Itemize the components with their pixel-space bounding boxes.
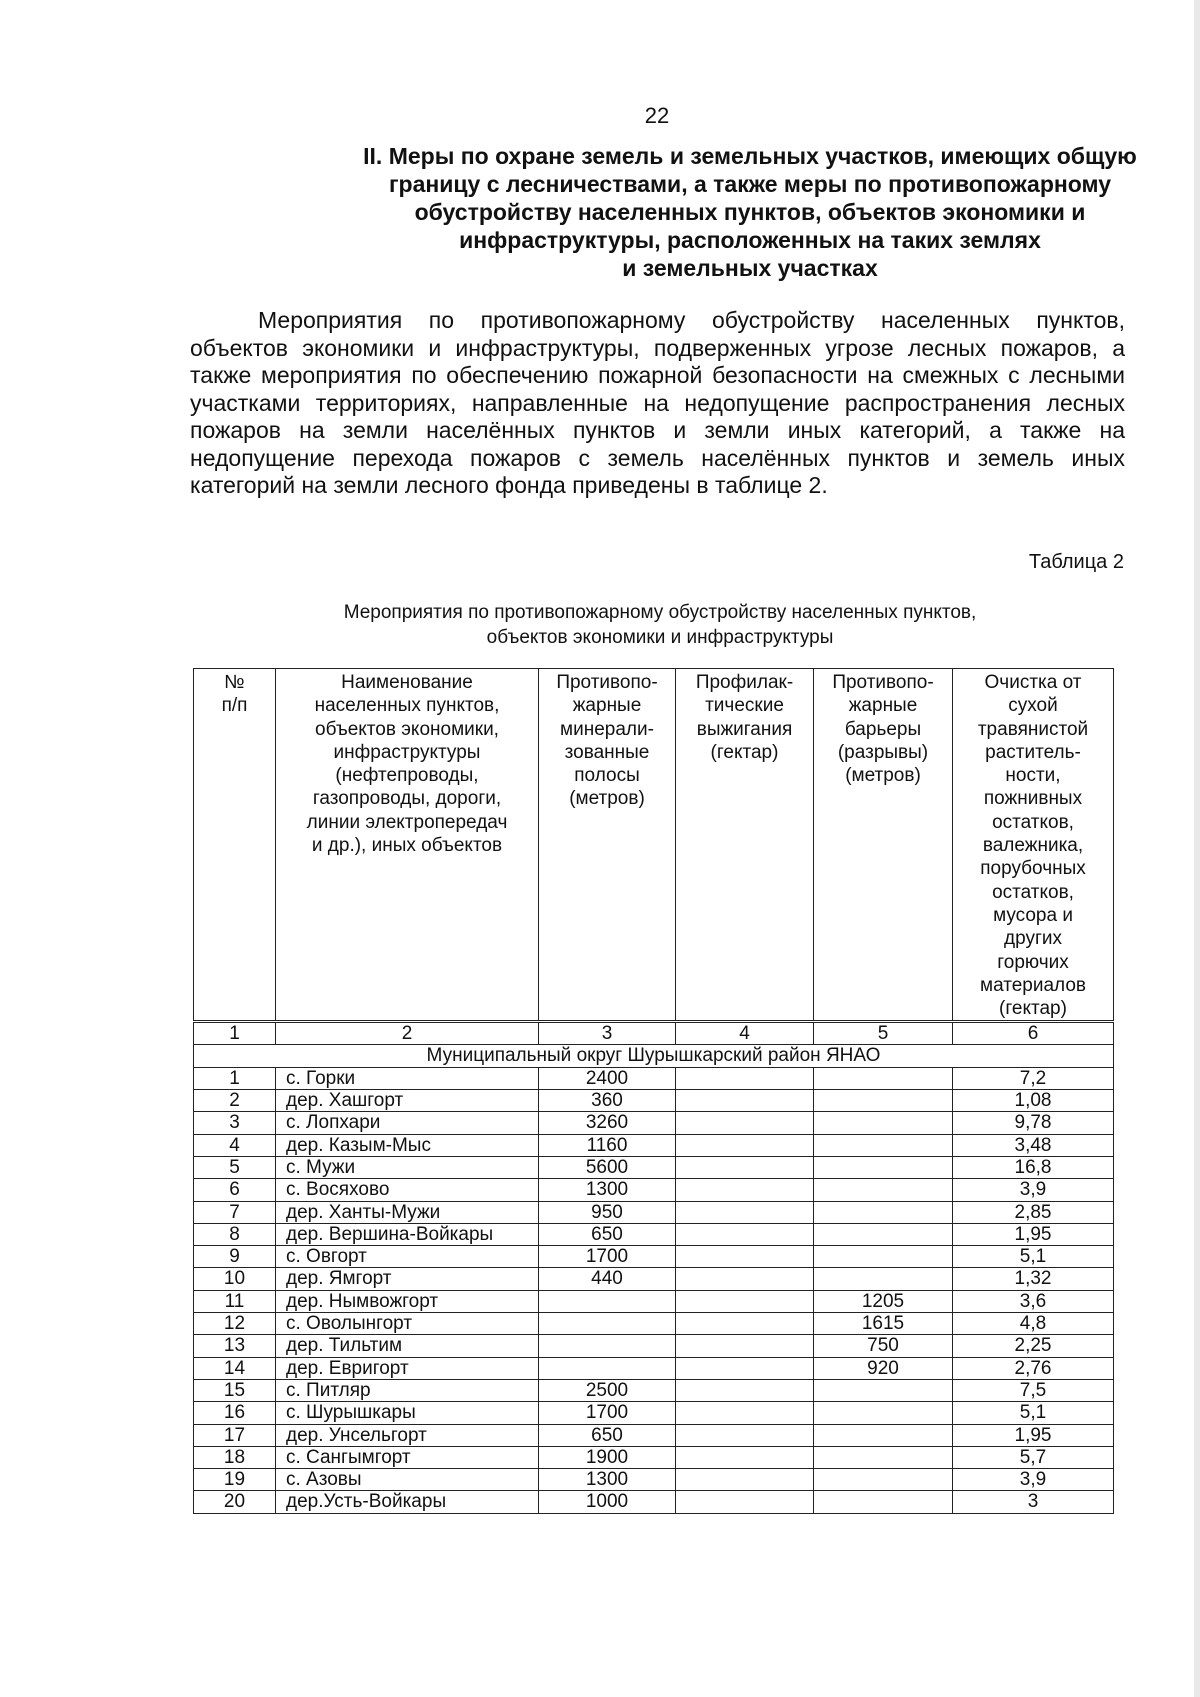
header-line: Профилак- bbox=[695, 672, 794, 693]
header-line: выжигания bbox=[696, 718, 793, 740]
row-number-cell: 10 bbox=[194, 1268, 276, 1290]
fire-barriers-cell bbox=[814, 1201, 953, 1223]
heading-line: и земельных участках bbox=[622, 255, 878, 281]
vegetation-cleanup-cell: 2,76 bbox=[953, 1357, 1114, 1379]
mineral-strips-cell bbox=[539, 1313, 676, 1335]
row-number-cell: 2 bbox=[194, 1090, 276, 1112]
fire-barriers-cell bbox=[814, 1491, 953, 1513]
table-row bbox=[194, 1379, 1114, 1401]
header-line: остатков, bbox=[992, 811, 1074, 833]
header-row bbox=[194, 669, 1114, 1022]
header-line: порубочных bbox=[980, 858, 1086, 880]
settlement-name-cell: дер. Нымвожгорт bbox=[276, 1290, 539, 1312]
header-line: № bbox=[224, 672, 245, 693]
settlement-name-cell: с. Восяхово bbox=[276, 1179, 539, 1201]
section-row bbox=[194, 1045, 1114, 1067]
table-row bbox=[194, 1491, 1114, 1513]
section-heading bbox=[200, 142, 1200, 282]
header-line: раститель- bbox=[985, 741, 1081, 763]
row-number-cell: 17 bbox=[194, 1424, 276, 1446]
column-header-4 bbox=[676, 669, 814, 1022]
settlement-name-cell: с. Питляр bbox=[276, 1379, 539, 1401]
fire-barriers-cell: 1205 bbox=[814, 1290, 953, 1312]
fire-barriers-cell: 750 bbox=[814, 1335, 953, 1357]
column-header-3 bbox=[539, 669, 676, 1022]
settlement-name-cell: дер. Казым-Мыс bbox=[276, 1134, 539, 1156]
table-row bbox=[194, 1290, 1114, 1312]
controlled-burning-cell bbox=[676, 1424, 814, 1446]
controlled-burning-cell bbox=[676, 1223, 814, 1245]
controlled-burning-cell bbox=[676, 1290, 814, 1312]
settlement-name-cell: с. Мужи bbox=[276, 1156, 539, 1178]
controlled-burning-cell bbox=[676, 1112, 814, 1134]
header-line: материалов bbox=[980, 974, 1086, 996]
header-line: зованные bbox=[564, 741, 650, 763]
header-line: сухой bbox=[1008, 695, 1058, 717]
mineral-strips-cell: 2500 bbox=[539, 1379, 676, 1401]
table-row bbox=[194, 1268, 1114, 1290]
controlled-burning-cell bbox=[676, 1090, 814, 1112]
fire-barriers-cell: 920 bbox=[814, 1357, 953, 1379]
caption-line: объектов экономики и инфраструктуры bbox=[486, 627, 834, 648]
table-row bbox=[194, 1357, 1114, 1379]
intro-paragraph bbox=[190, 307, 1125, 500]
settlement-name-cell: с. Оволынгорт bbox=[276, 1313, 539, 1335]
heading-line: обустройству населенных пунктов, объектов экономики и bbox=[414, 199, 1086, 225]
header-line: (разрывы) bbox=[837, 741, 929, 763]
table-row bbox=[194, 1090, 1114, 1112]
header-line: инфраструктуры bbox=[333, 741, 481, 763]
heading-line: II. Меры по охране земель и земельных участков, имеющих общую bbox=[363, 143, 1137, 169]
header-line: Очистка от bbox=[984, 672, 1082, 693]
settlement-name-cell: дер. Евригорт bbox=[276, 1357, 539, 1379]
fire-barriers-cell bbox=[814, 1268, 953, 1290]
controlled-burning-cell bbox=[676, 1469, 814, 1491]
fire-barriers-cell: 1615 bbox=[814, 1313, 953, 1335]
row-number-cell: 15 bbox=[194, 1379, 276, 1401]
row-number-cell: 18 bbox=[194, 1446, 276, 1468]
vegetation-cleanup-cell: 3,9 bbox=[953, 1469, 1114, 1491]
vegetation-cleanup-cell: 1,95 bbox=[953, 1424, 1114, 1446]
table-row bbox=[194, 1246, 1114, 1268]
row-number-cell: 12 bbox=[194, 1313, 276, 1335]
row-number-cell: 9 bbox=[194, 1246, 276, 1268]
row-number-cell: 16 bbox=[194, 1402, 276, 1424]
table-row bbox=[194, 1223, 1114, 1245]
caption-line: Мероприятия по противопожарному обустройству населенных пунктов, bbox=[343, 602, 977, 623]
controlled-burning-cell bbox=[676, 1246, 814, 1268]
header-line: ности, bbox=[1005, 765, 1061, 787]
heading-line: инфраструктуры, расположенных на таких землях bbox=[459, 227, 1041, 253]
mineral-strips-cell: 2400 bbox=[539, 1067, 676, 1089]
mineral-strips-cell: 950 bbox=[539, 1201, 676, 1223]
header-line: п/п bbox=[221, 695, 248, 717]
settlement-name-cell: дер.Усть-Войкары bbox=[276, 1491, 539, 1513]
vegetation-cleanup-cell: 1,08 bbox=[953, 1090, 1114, 1112]
settlement-name-cell: с. Шурышкары bbox=[276, 1402, 539, 1424]
table-row bbox=[194, 1112, 1114, 1134]
row-number-cell: 3 bbox=[194, 1112, 276, 1134]
fire-barriers-cell bbox=[814, 1067, 953, 1089]
table-row bbox=[194, 1156, 1114, 1178]
vegetation-cleanup-cell: 9,78 bbox=[953, 1112, 1114, 1134]
table-row bbox=[194, 1424, 1114, 1446]
mineral-strips-cell bbox=[539, 1290, 676, 1312]
table-label: Таблица 2 bbox=[1028, 551, 1124, 573]
table-caption bbox=[180, 600, 1140, 650]
header-line: других bbox=[1004, 928, 1062, 950]
column-number: 6 bbox=[953, 1022, 1114, 1045]
settlement-name-cell: с. Овгорт bbox=[276, 1246, 539, 1268]
column-number: 1 bbox=[194, 1022, 276, 1045]
controlled-burning-cell bbox=[676, 1268, 814, 1290]
table-row bbox=[194, 1067, 1114, 1089]
settlement-name-cell: с. Лопхари bbox=[276, 1112, 539, 1134]
table-row bbox=[194, 1201, 1114, 1223]
vegetation-cleanup-cell: 3 bbox=[953, 1491, 1114, 1513]
intro-text: Мероприятия по противопожарному обустройству населенных пунктов, объектов экономики и инфраструктуры, подверженных угрозе лесных пожаров, а также мероприятия по обеспечению пожарной безопасности на смежных с лесными участками территориях, направленные на недопущение распространения лесных пожаров на земли населённых пунктов и земли иных категорий, а также на недопущение перехода пожаров с земель населённых пунктов и земель иных категорий на земли лесного фонда приведены в таблице 2. bbox=[190, 307, 1125, 498]
controlled-burning-cell bbox=[676, 1313, 814, 1335]
vegetation-cleanup-cell: 7,2 bbox=[953, 1067, 1114, 1089]
fire-barriers-cell bbox=[814, 1223, 953, 1245]
settlement-name-cell: с. Сангымгорт bbox=[276, 1446, 539, 1468]
row-number-cell: 11 bbox=[194, 1290, 276, 1312]
column-header-5 bbox=[814, 669, 953, 1022]
controlled-burning-cell bbox=[676, 1335, 814, 1357]
header-line: Наименование bbox=[341, 672, 473, 693]
fire-barriers-cell bbox=[814, 1179, 953, 1201]
table-row bbox=[194, 1335, 1114, 1357]
controlled-burning-cell bbox=[676, 1179, 814, 1201]
fire-barriers-cell bbox=[814, 1402, 953, 1424]
header-line: валежника, bbox=[982, 835, 1084, 857]
column-header-6 bbox=[953, 669, 1114, 1022]
header-line: горючих bbox=[997, 951, 1069, 973]
row-number-cell: 7 bbox=[194, 1201, 276, 1223]
header-line: Противопо- bbox=[556, 672, 658, 693]
vegetation-cleanup-cell: 5,1 bbox=[953, 1246, 1114, 1268]
row-number-cell: 1 bbox=[194, 1067, 276, 1089]
row-number-cell: 19 bbox=[194, 1469, 276, 1491]
page-number: 22 bbox=[644, 103, 670, 128]
settlement-name-cell: дер. Ханты-Мужи bbox=[276, 1201, 539, 1223]
header-line: (нефтепроводы, bbox=[335, 765, 479, 787]
row-number-cell: 8 bbox=[194, 1223, 276, 1245]
controlled-burning-cell bbox=[676, 1379, 814, 1401]
row-number-cell: 13 bbox=[194, 1335, 276, 1357]
mineral-strips-cell: 1000 bbox=[539, 1491, 676, 1513]
vegetation-cleanup-cell: 3,6 bbox=[953, 1290, 1114, 1312]
header-line: (метров) bbox=[845, 765, 921, 787]
mineral-strips-cell: 3260 bbox=[539, 1112, 676, 1134]
settlement-name-cell: дер. Хашгорт bbox=[276, 1090, 539, 1112]
header-line: полосы bbox=[574, 765, 640, 787]
header-line: объектов экономики, bbox=[315, 718, 499, 740]
heading-line: границу с лесничествами, а также меры по противопожарному bbox=[388, 171, 1112, 197]
settlement-name-cell: с. Азовы bbox=[276, 1469, 539, 1491]
settlement-name-cell: дер. Ямгорт bbox=[276, 1268, 539, 1290]
column-number: 2 bbox=[276, 1022, 539, 1045]
mineral-strips-cell bbox=[539, 1357, 676, 1379]
fire-barriers-cell bbox=[814, 1379, 953, 1401]
header-line: жарные bbox=[572, 695, 642, 717]
controlled-burning-cell bbox=[676, 1402, 814, 1424]
table-row bbox=[194, 1313, 1114, 1335]
fire-barriers-cell bbox=[814, 1112, 953, 1134]
mineral-strips-cell: 5600 bbox=[539, 1156, 676, 1178]
header-line: населенных пунктов, bbox=[314, 695, 500, 717]
table-body bbox=[194, 1022, 1114, 1513]
column-header-1 bbox=[194, 669, 276, 1022]
fire-barriers-cell bbox=[814, 1090, 953, 1112]
header-line: остатков, bbox=[992, 881, 1074, 903]
table-row bbox=[194, 1469, 1114, 1491]
header-line: мусора и bbox=[993, 904, 1073, 926]
header-line: (гектар) bbox=[710, 741, 779, 763]
vegetation-cleanup-cell: 4,8 bbox=[953, 1313, 1114, 1335]
mineral-strips-cell: 650 bbox=[539, 1424, 676, 1446]
mineral-strips-cell: 1900 bbox=[539, 1446, 676, 1468]
settlement-name-cell: дер. Вершина-Войкары bbox=[276, 1223, 539, 1245]
header-line: Противопо- bbox=[832, 672, 934, 693]
mineral-strips-cell bbox=[539, 1335, 676, 1357]
controlled-burning-cell bbox=[676, 1446, 814, 1468]
header-line: барьеры bbox=[844, 718, 922, 740]
fire-barriers-cell bbox=[814, 1134, 953, 1156]
vegetation-cleanup-cell: 5,1 bbox=[953, 1402, 1114, 1424]
controlled-burning-cell bbox=[676, 1491, 814, 1513]
header-line: (метров) bbox=[569, 788, 645, 810]
mineral-strips-cell: 1300 bbox=[539, 1469, 676, 1491]
vegetation-cleanup-cell: 16,8 bbox=[953, 1156, 1114, 1178]
fire-barriers-cell bbox=[814, 1424, 953, 1446]
column-number: 3 bbox=[539, 1022, 676, 1045]
fire-barriers-cell bbox=[814, 1469, 953, 1491]
table-row bbox=[194, 1179, 1114, 1201]
header-line: (гектар) bbox=[999, 998, 1067, 1020]
settlement-name-cell: с. Горки bbox=[276, 1067, 539, 1089]
settlement-name-cell: дер. Тильтим bbox=[276, 1335, 539, 1357]
controlled-burning-cell bbox=[676, 1357, 814, 1379]
header-line: минерали- bbox=[560, 718, 654, 740]
fire-barriers-cell bbox=[814, 1246, 953, 1268]
column-number: 4 bbox=[676, 1022, 814, 1045]
row-number-cell: 5 bbox=[194, 1156, 276, 1178]
table-row bbox=[194, 1134, 1114, 1156]
controlled-burning-cell bbox=[676, 1134, 814, 1156]
table-row bbox=[194, 1446, 1114, 1468]
mineral-strips-cell: 1700 bbox=[539, 1402, 676, 1424]
fire-barriers-cell bbox=[814, 1446, 953, 1468]
vegetation-cleanup-cell: 1,32 bbox=[953, 1268, 1114, 1290]
header-line: газопроводы, дороги, bbox=[312, 788, 502, 810]
mineral-strips-cell: 650 bbox=[539, 1223, 676, 1245]
header-line: пожнивных bbox=[983, 788, 1083, 810]
mineral-strips-cell: 1300 bbox=[539, 1179, 676, 1201]
table-row bbox=[194, 1402, 1114, 1424]
row-number-cell: 14 bbox=[194, 1357, 276, 1379]
column-number-row bbox=[194, 1022, 1114, 1045]
controlled-burning-cell bbox=[676, 1067, 814, 1089]
column-number: 5 bbox=[814, 1022, 953, 1045]
header-line: тические bbox=[705, 695, 784, 717]
header-line: жарные bbox=[848, 695, 918, 717]
vegetation-cleanup-cell: 5,7 bbox=[953, 1446, 1114, 1468]
section-title: Муниципальный округ Шурышкарский район ЯНАО bbox=[194, 1045, 1114, 1067]
mineral-strips-cell: 440 bbox=[539, 1268, 676, 1290]
fire-barriers-cell bbox=[814, 1156, 953, 1178]
settlement-name-cell: дер. Унсельгорт bbox=[276, 1424, 539, 1446]
vegetation-cleanup-cell: 2,85 bbox=[953, 1201, 1114, 1223]
controlled-burning-cell bbox=[676, 1201, 814, 1223]
row-number-cell: 20 bbox=[194, 1491, 276, 1513]
vegetation-cleanup-cell: 1,95 bbox=[953, 1223, 1114, 1245]
controlled-burning-cell bbox=[676, 1156, 814, 1178]
measures-table bbox=[193, 668, 1114, 1514]
mineral-strips-cell: 360 bbox=[539, 1090, 676, 1112]
header-line: линии электропередач bbox=[306, 811, 508, 833]
mineral-strips-cell: 1160 bbox=[539, 1134, 676, 1156]
mineral-strips-cell: 1700 bbox=[539, 1246, 676, 1268]
header-line: травянистой bbox=[977, 718, 1089, 740]
vegetation-cleanup-cell: 3,9 bbox=[953, 1179, 1114, 1201]
header-line: и др.), иных объектов bbox=[311, 835, 503, 857]
vegetation-cleanup-cell: 7,5 bbox=[953, 1379, 1114, 1401]
vegetation-cleanup-cell: 2,25 bbox=[953, 1335, 1114, 1357]
row-number-cell: 4 bbox=[194, 1134, 276, 1156]
column-header-2 bbox=[276, 669, 539, 1022]
row-number-cell: 6 bbox=[194, 1179, 276, 1201]
vegetation-cleanup-cell: 3,48 bbox=[953, 1134, 1114, 1156]
